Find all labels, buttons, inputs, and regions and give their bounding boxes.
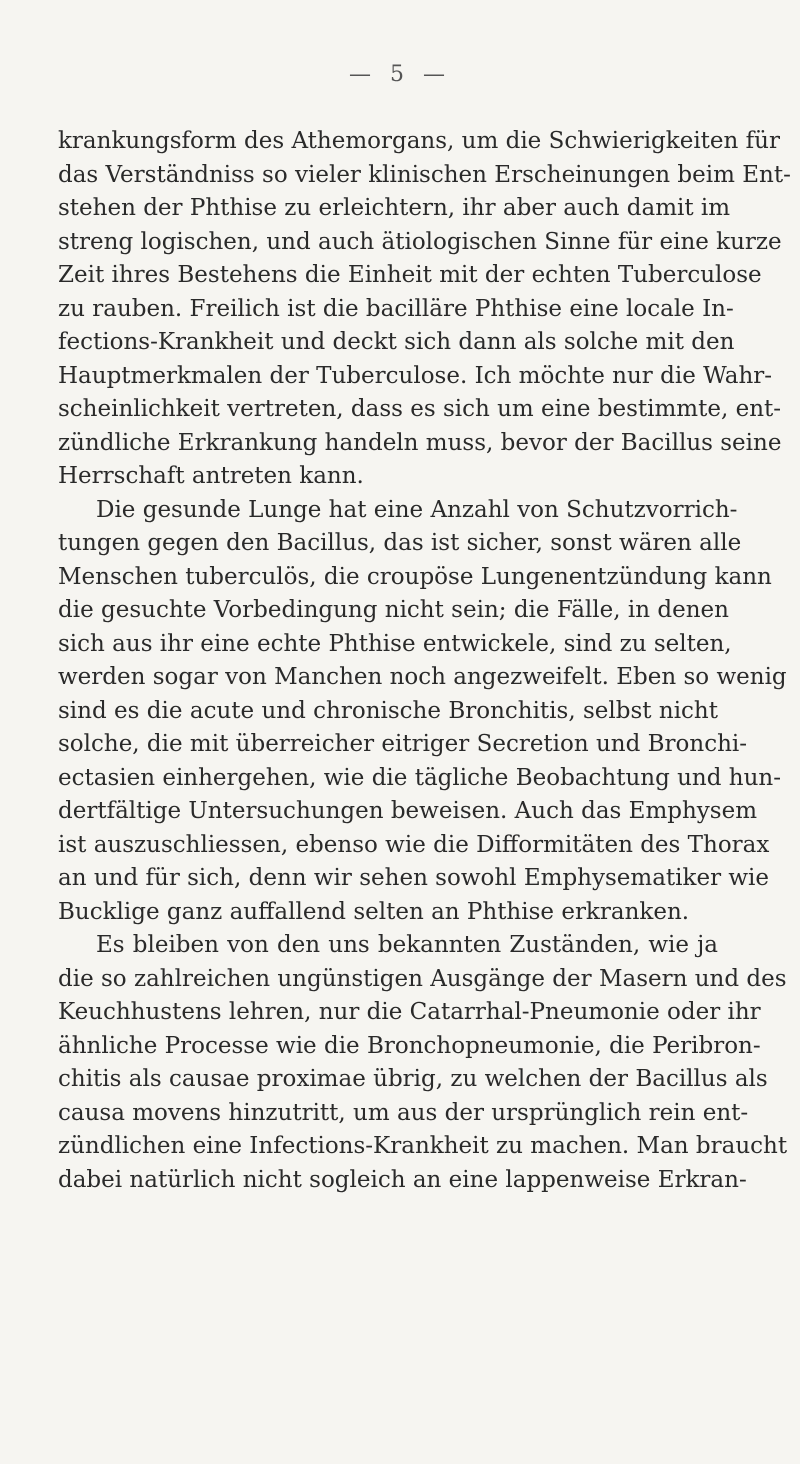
- text-line: Es bleiben von den uns bekannten Zuständen, wie ja: [96, 932, 718, 958]
- text-line: fections-Krankheit und deckt sich dann als solche mit den: [58, 329, 735, 355]
- text-line: ähnliche Processe wie die Bronchopneumonie, die Peribron-: [58, 1032, 761, 1059]
- body-text: [58, 125, 791, 1197]
- text-line: Bucklige ganz auffallend selten an Phthise erkranken.: [58, 898, 690, 925]
- text-line: solche, die mit überreicher eitriger Secretion und Bronchi-: [58, 731, 748, 757]
- text-line: die so zahlreichen ungünstigen Ausgänge der Masern und des: [58, 965, 787, 992]
- text-line: sich aus ihr eine echte Phthise entwickele, sind zu selten,: [58, 630, 732, 657]
- text-line: zu rauben. Freilich ist die bacilläre Phthise eine locale In-: [58, 295, 734, 322]
- text-line: krankungsform des Athemorgans, um die Schwierigkeiten für: [58, 128, 780, 154]
- text-line: Herrschaft antreten kann.: [58, 463, 364, 489]
- text-line: Die gesunde Lunge hat eine Anzahl von Schutzvorrich-: [96, 496, 738, 523]
- text-line: ist auszuschliessen, ebenso wie die Difformitäten des Thorax: [58, 831, 770, 858]
- text-line: Menschen tuberculös, die croupöse Lungenentzündung kann: [58, 563, 772, 590]
- page-number: — 5 —: [349, 62, 451, 87]
- text-line: dabei natürlich nicht sogleich an eine lappenweise Erkran-: [58, 1166, 747, 1193]
- text-line: dertfältige Untersuchungen beweisen. Auch das Emphysem: [58, 798, 758, 824]
- text-line: Zeit ihres Bestehens die Einheit mit der echten Tuberculose: [58, 262, 762, 288]
- text-line: streng logischen, und auch ätiologischen Sinne für eine kurze: [58, 228, 782, 255]
- text-line: die gesuchte Vorbedingung nicht sein; die Fälle, in denen: [58, 597, 729, 623]
- text-line: an und für sich, denn wir sehen sowohl Emphysematiker wie: [58, 865, 770, 891]
- text-line: causa movens hinzutritt, um aus der ursprünglich rein ent-: [58, 1099, 749, 1126]
- text-line: das Verständniss so vieler klinischen Erscheinungen beim Ent-: [58, 161, 791, 188]
- text-line: tungen gegen den Bacillus, das ist sicher, sonst wären alle: [58, 530, 742, 556]
- text-line: chitis als causae proximae übrig, zu welchen der Bacillus als: [58, 1066, 768, 1092]
- text-line: ectasien einhergehen, wie die tägliche Beobachtung und hun-: [58, 764, 781, 791]
- text-line: zündliche Erkrankung handeln muss, bevor der Bacillus seine: [58, 429, 782, 456]
- text-line: zündlichen eine Infections-Krankheit zu machen. Man braucht: [58, 1133, 788, 1159]
- text-line: stehen der Phthise zu erleichtern, ihr aber auch damit im: [58, 195, 731, 221]
- text-line: Keuchhustens lehren, nur die Catarrhal-Pneumonie oder ihr: [58, 999, 761, 1025]
- text-line: werden sogar von Manchen noch angezweifelt. Eben so wenig: [58, 664, 787, 690]
- text-line: scheinlichkeit vertreten, dass es sich um eine bestimmte, ent-: [58, 396, 782, 422]
- text-line: sind es die acute und chronische Bronchitis, selbst nicht: [58, 697, 718, 724]
- text-line: Hauptmerkmalen der Tuberculose. Ich möchte nur die Wahr-: [58, 362, 773, 389]
